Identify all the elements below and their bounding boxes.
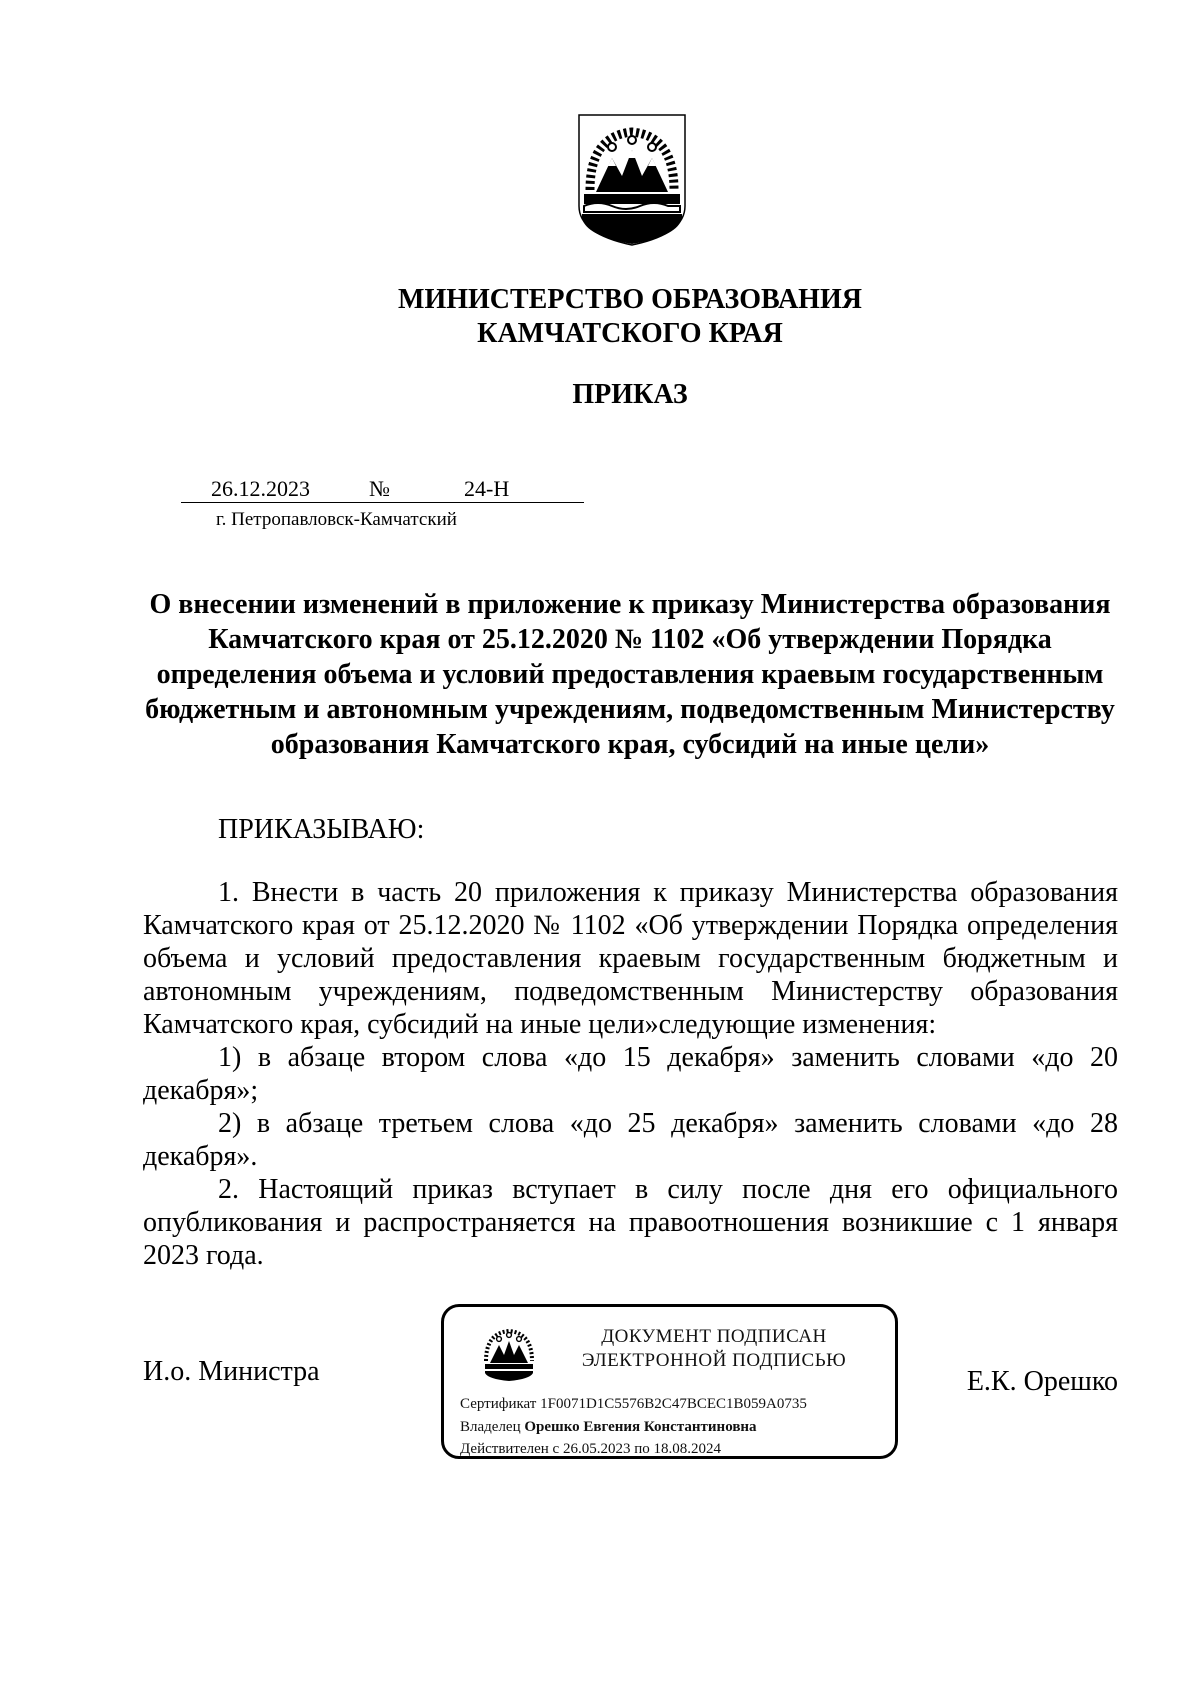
stamp-cert-value: 1F0071D1C5576B2C47BCEC1B059A0735 [540, 1396, 807, 1412]
body-paragraph-4: 2. Настоящий приказ вступает в силу после дня его официального опубликования и распространяется на правоотношения возникшие с 1 января 2023 года. [143, 1174, 1118, 1271]
order-subject: О внесении изменений в приложение к приказу Министерства образования Камчатского края от 25.12.2020 № 1102 «Об утверждении Порядка определения объема и условий предоставления краевым государственным бюджетным и автономным учреждениям, подведомственным Министерству образования Камчатского края, субсидий на иные цели» [145, 589, 1115, 760]
stamp-title [544, 1325, 884, 1373]
number-sign: № [369, 476, 390, 501]
stamp-valid-to-label: по [634, 1441, 650, 1457]
city: г. Петропавловск-Камчатский [216, 509, 457, 530]
signatory-role: И.о. Министра [143, 1356, 320, 1387]
stamp-title-line2: ЭЛЕКТРОННОЙ ПОДПИСЬЮ [581, 1350, 847, 1371]
stamp-emblem-icon [482, 1325, 536, 1381]
stamp-owner [460, 1418, 757, 1436]
stamp-validity [460, 1440, 721, 1458]
stamp-title-line1: ДОКУМЕНТ ПОДПИСАН [601, 1326, 827, 1347]
order-date: 26.12.2023 [211, 476, 310, 501]
stamp-owner-label: Владелец [460, 1419, 521, 1435]
order-word: ПРИКАЗЫВАЮ: [218, 814, 425, 845]
order-body [143, 876, 1118, 1272]
document-type-title: ПРИКАЗ [572, 379, 688, 410]
stamp-valid-to: 18.08.2024 [653, 1441, 721, 1457]
ministry-name-line1: МИНИСТЕРСТВО ОБРАЗОВАНИЯ [398, 284, 862, 315]
stamp-cert-label: Сертификат [460, 1396, 537, 1412]
signatory-name: Е.К. Орешко [966, 1366, 1118, 1397]
body-paragraph-2: 1) в абзаце втором слова «до 15 декабря» заменить словами «до 20 декабря»; [143, 1042, 1118, 1106]
stamp-valid-from: 26.05.2023 [562, 1441, 631, 1457]
body-paragraph-3: 2) в абзаце третьем слова «до 25 декабря» заменить словами «до 28 декабря». [143, 1108, 1118, 1172]
ministry-name-line2: КАМЧАТСКОГО КРАЯ [477, 318, 783, 349]
order-number: 24-Н [464, 476, 510, 501]
e-signature-stamp [441, 1304, 898, 1459]
date-number-row [181, 476, 584, 503]
stamp-valid-label: Действителен с [460, 1441, 560, 1457]
stamp-certificate [460, 1395, 807, 1413]
coat-of-arms-icon [578, 114, 686, 246]
stamp-owner-value: Орешко Евгения Константиновна [524, 1419, 757, 1435]
body-paragraph-1: 1. Внести в часть 20 приложения к приказу Министерства образования Камчатского края от 25.12.2020 № 1102 «Об утверждении Порядка определения объема и условий предоставления краевым государственным бюджетным и автономным учреждениям, подведомственным Министерству образования Камчатского края, субсидий на иные цели»следующие изменения: [143, 877, 1118, 1040]
